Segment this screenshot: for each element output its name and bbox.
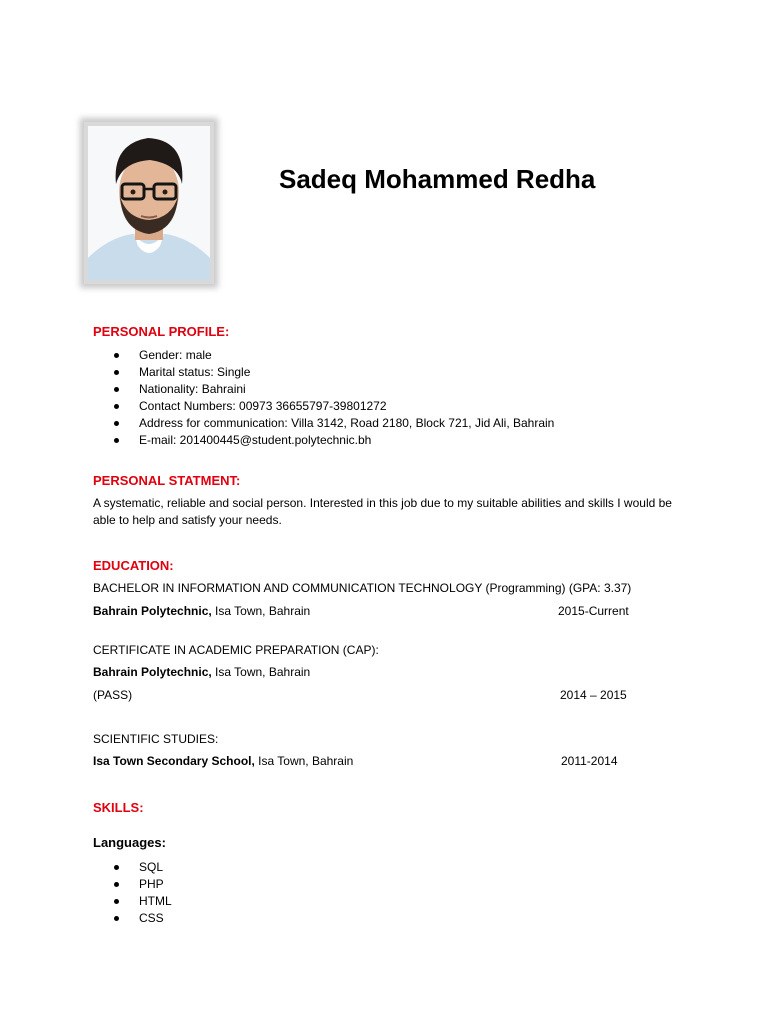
list-item	[93, 893, 172, 910]
bullet-icon	[114, 370, 119, 375]
personal-profile-heading: PERSONAL PROFILE:	[93, 324, 230, 339]
gender-text: Gender: male	[139, 348, 212, 362]
personal-statement-heading: PERSONAL STATMENT:	[93, 473, 241, 488]
certificate-title: CERTIFICATE IN ACADEMIC PREPARATION (CAP):	[93, 643, 379, 657]
list-item	[93, 364, 554, 381]
certificate-note: (PASS)	[93, 688, 133, 702]
institution-name: Bahrain Polytechnic,	[93, 665, 212, 679]
scientific-studies-institution	[93, 754, 353, 768]
institution-name: Isa Town Secondary School,	[93, 754, 255, 768]
list-item	[93, 347, 554, 364]
language-php: PHP	[139, 877, 164, 891]
candidate-name: Sadeq Mohammed Redha	[279, 164, 596, 194]
language-css: CSS	[139, 911, 164, 925]
portrait-illustration	[88, 126, 210, 280]
list-item	[93, 432, 554, 449]
bullet-icon	[114, 438, 119, 443]
institution-location: Isa Town, Bahrain	[254, 754, 354, 768]
bullet-icon	[114, 404, 119, 409]
bachelor-date: 2015-Current	[558, 604, 629, 618]
bullet-icon	[114, 353, 119, 358]
bullet-icon	[114, 882, 119, 887]
scientific-studies-date: 2011-2014	[561, 754, 618, 768]
bullet-icon	[114, 899, 119, 904]
list-item	[93, 415, 554, 432]
languages-heading: Languages:	[93, 835, 166, 850]
skills-heading: SKILLS:	[93, 800, 144, 815]
profile-photo	[88, 126, 210, 280]
email-text: E-mail: 201400445@student.polytechnic.bh	[139, 433, 372, 447]
marital-status-text: Marital status: Single	[139, 365, 251, 379]
list-item	[93, 910, 172, 927]
language-html: HTML	[139, 894, 172, 908]
address-text: Address for communication: Villa 3142, Road 2180, Block 721, Jid Ali, Bahrain	[139, 416, 555, 430]
certificate-institution	[93, 665, 310, 679]
list-item	[93, 876, 172, 893]
list-item	[93, 398, 554, 415]
institution-location: Isa Town, Bahrain	[211, 665, 311, 679]
nationality-text: Nationality: Bahraini	[139, 382, 246, 396]
photo-frame	[84, 122, 214, 284]
personal-statement-text: A systematic, reliable and social person. Interested in this job due to my suitable abilities and skills I would be able to help and satisfy your needs.	[93, 496, 672, 527]
bullet-icon	[114, 865, 119, 870]
list-item	[93, 381, 554, 398]
contact-numbers-text: Contact Numbers: 00973 36655797-39801272	[139, 399, 387, 413]
bullet-icon	[114, 916, 119, 921]
languages-list	[93, 859, 172, 927]
scientific-studies-title: SCIENTIFIC STUDIES:	[93, 732, 219, 746]
language-sql: SQL	[139, 860, 164, 874]
bullet-icon	[114, 387, 119, 392]
bachelor-title: BACHELOR IN INFORMATION AND COMMUNICATION TECHNOLOGY (Programming) (GPA: 3.37)	[93, 581, 632, 595]
list-item	[93, 859, 172, 876]
personal-profile-list	[93, 347, 554, 449]
institution-name: Bahrain Polytechnic,	[93, 604, 212, 618]
bachelor-institution	[93, 604, 310, 618]
bullet-icon	[114, 421, 119, 426]
education-heading: EDUCATION:	[93, 558, 174, 573]
institution-location: Isa Town, Bahrain	[211, 604, 311, 618]
certificate-date: 2014 – 2015	[560, 688, 627, 702]
